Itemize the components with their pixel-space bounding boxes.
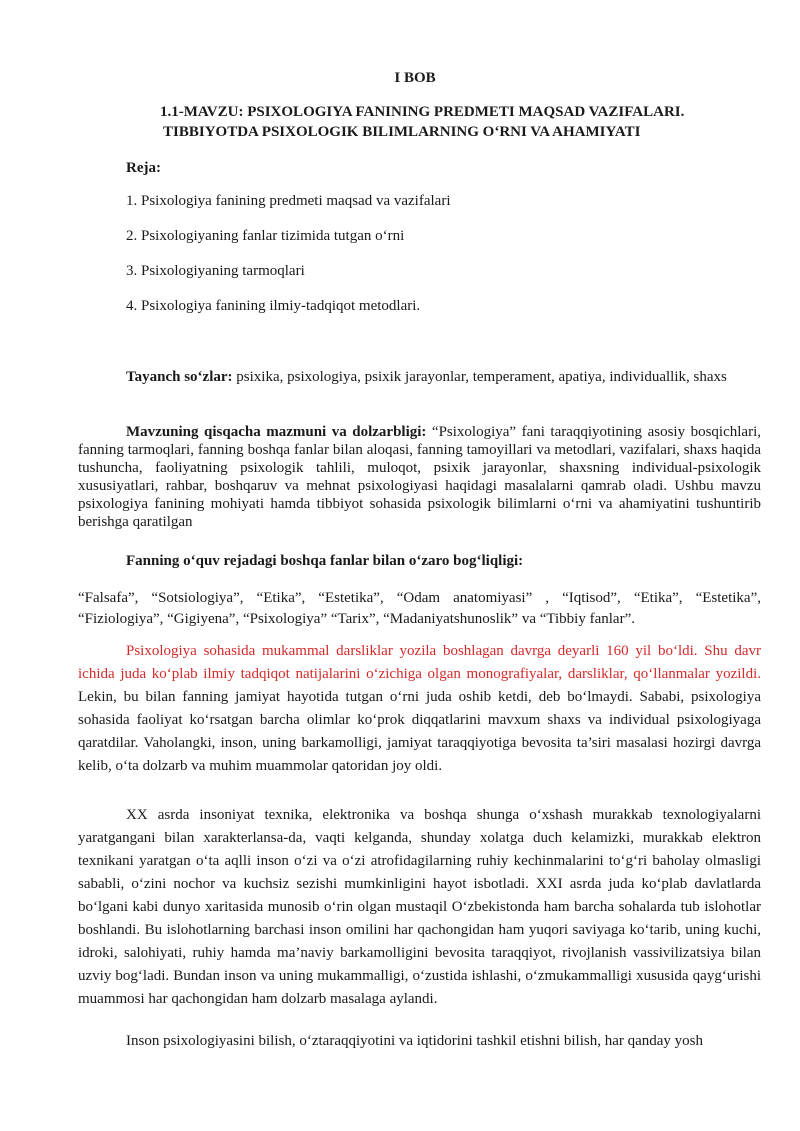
summary-label: Mavzuning qisqacha mazmuni va dolzarbligi: bbox=[126, 424, 427, 440]
paragraph-text: Inson psixologiyasini bilish, o‘ztaraqqiyotini va iqtidorini tashkil etishni bilish, har qanday yosh bbox=[126, 1033, 704, 1049]
topic-title-line-2: TIBBIYOTDA PSIXOLOGIK BILIMLARNING O‘RNI VA AHAMIYATI bbox=[163, 124, 641, 140]
plan-heading: Reja: bbox=[126, 160, 161, 176]
topic-title-line-1: 1.1-MAVZU: PSIXOLOGIYA FANINING PREDMETI MAQSAD VAZIFALARI. bbox=[160, 104, 685, 120]
keywords-text: psixika, psixologiya, psixik jarayonlar, temperament, apatiya, individuallik, shaxs bbox=[232, 369, 727, 385]
plan-item: 3. Psixologiyaning tarmoqlari bbox=[126, 263, 305, 279]
summary-paragraph bbox=[78, 423, 761, 531]
plan-item: 1. Psixologiya fanining predmeti maqsad va vazifalari bbox=[126, 193, 451, 209]
body-paragraph-3 bbox=[78, 1030, 761, 1053]
body-paragraph-2 bbox=[78, 804, 761, 1011]
body-paragraph-1 bbox=[78, 640, 761, 778]
plan-item: 4. Psixologiya fanining ilmiy-tadqiqot metodlari. bbox=[126, 298, 421, 314]
summary-text: “Psixologiya” fani taraqqiyotining asosiy bosqichlari, fanning tarmoqlari, fanning boshqa fanlar bilan aloqasi, fanning tamoyillari va metodlari, vazifalari, shaxs haqida tushuncha, faoliyatning psixologik tahlili, muloqot, psixik jarayonlar, shaxsning individual-psixologik xususiyatlari, rahbar, boshqaruv va mehnat psixologiyasi haqidagi masalalarni qamrab oladi. Ushbu mavzu psixologiya fanining mohiyati hamda tibbiyot sohasida psixologik bilimlarni o‘rni va ahamiyatini tushuntirib berishga qaratilgan bbox=[78, 424, 761, 530]
relations-paragraph bbox=[78, 588, 761, 630]
relations-text: “Falsafa”, “Sotsiologiya”, “Etika”, “Estetika”, “Odam anatomiyasi” , “Iqtisod”, “Etika”, “Estetika”, “Fiziologiya”, “Gigiyena”, “Psixologiya” “Tarix”, “Madaniyatshunoslik” va “Tibbiy fanlar”. bbox=[78, 590, 761, 627]
paragraph-text: XX asrda insoniyat texnika, elektronika va boshqa shunga o‘xshash murakkab texnologiyalarni yaratgangani bilan xarakterlansa-da, vaqti kelganda, shunday xolatga duch kelamizki, murakkab elektron texnikani yaratgan o‘ta aqlli inson o‘zi va o‘zi atrofidagilarning ruhiy kechinmalarini to‘g‘ri baholay olmasligi sababli, o‘zini nochor va kuchsiz sezishi mumkinligini hayot isbotladi. XXI asrda juda ko‘plab davlatlarda bo‘lgani kabi dunyo xaritasida munosib o‘rin olgan mustaqil O‘zbekistonda ham barcha sohalarda tub islohotlar boshlandi. Bu islohotlarning barchasi inson omilini har qachongidan ham yuqori saviyaga ko‘tarib, uning kuchi, idroki, salohiyati, ruhiy hamda ma’naviy barkamolligini bevosita taraqqiyot, rivojlanish vassivilizatsiya bilan uzviy bog‘ladi. Bundan inson va uning mukammalligi, o‘zustida ishlashi, o‘zmukammalligi xususida qayg‘urishi muammosi har qachongidan ham dolzarb masalaga aylandi. bbox=[78, 807, 761, 1007]
plan-item: 2. Psixologiyaning fanlar tizimida tutgan o‘rni bbox=[126, 228, 405, 244]
paragraph-text: Lekin, bu bilan fanning jamiyat hayotida tutgan o‘rni juda oshib ketdi, deb bo‘lmaydi. Sababi, psixologiya sohasida faoliyat ko‘rsatgan barcha olimlar ko‘prok diqqatlarini mavxum shaxs va individual psixologiyaga qaratdilar. Vaholangki, inson, uning barkamolligi, jamiyat taraqqiyotiga bevosita ta’siri masalasi hozirgi davrga kelib, o‘ta dolzarb va muhim muammolar qatoridan joy oldi. bbox=[78, 689, 761, 774]
keywords-label: Tayanch so‘zlar: bbox=[126, 369, 233, 385]
keywords-paragraph bbox=[78, 367, 761, 388]
relations-heading: Fanning o‘quv rejadagi boshqa fanlar bilan o‘zaro bog‘liqligi: bbox=[126, 553, 524, 569]
highlighted-text: Psixologiya sohasida mukammal darsliklar yozila boshlagan davrga deyarli 160 yil bo‘ldi. Shu davr ichida juda ko‘plab ilmiy tadqiqot natijalarini o‘zichiga olgan monografiyalar, darsliklar, qo‘llanmalar yozildi. bbox=[78, 643, 761, 682]
chapter-heading: I BOB bbox=[394, 70, 436, 86]
